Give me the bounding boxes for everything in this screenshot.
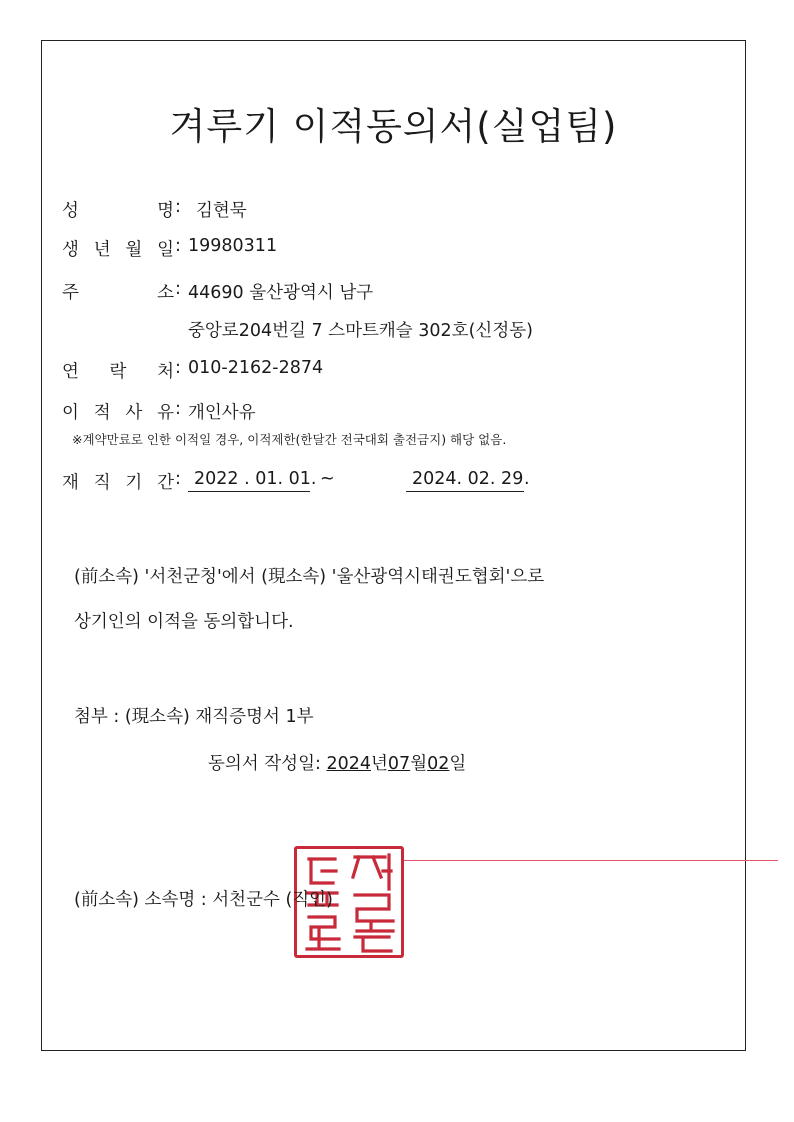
document-title: 겨루기 이적동의서(실업팀) — [169, 105, 618, 148]
colon: : — [175, 197, 181, 217]
colon: : — [175, 469, 181, 489]
field-reason-label: 이 적 사 유 — [62, 403, 174, 423]
colon: : — [175, 358, 181, 378]
field-reason-value: 개인사유 — [188, 403, 256, 423]
period-end-dot: . — [524, 469, 530, 489]
date-month: 07 — [387, 754, 411, 774]
date-year-unit: 년 — [371, 754, 388, 774]
date-day: 02 — [427, 754, 450, 774]
period-start: 2022 . 01. 01. — [194, 469, 317, 489]
field-address-line2: 중앙로204번길 7 스마트캐슬 302호(신정동) — [188, 321, 533, 341]
date-month-unit: 월 — [410, 754, 428, 774]
field-period-label: 재 직 기 간 — [62, 473, 174, 493]
date-prefix: 동의서 작성일: — [208, 754, 327, 774]
seal-stray-line — [404, 860, 778, 861]
field-name-value: 김현묵 — [196, 201, 247, 221]
signature-line: (前소속) 소속명 : 서천군수 (직인) — [74, 890, 333, 910]
field-contact-label: 연 락 처 — [62, 362, 174, 382]
date-year: 2024 — [326, 754, 371, 774]
field-address-label: 주 소 — [62, 283, 174, 303]
field-name-label: 성 명 — [62, 201, 174, 221]
date-day-unit: 일 — [449, 754, 467, 774]
transfer-sentence: (前소속) '서천군청'에서 (現소속) '울산광역시태권도협회'으로 — [74, 567, 545, 587]
period-start-underline — [188, 491, 310, 492]
field-birthdate-label: 생 년 월 일 — [62, 240, 174, 260]
field-contact-value: 010-2162-2874 — [188, 358, 324, 378]
colon: : — [175, 399, 181, 419]
period-end-underline — [406, 491, 524, 492]
agreement-date-line — [208, 750, 466, 775]
colon: : — [175, 279, 181, 299]
transfer-restriction-note: ※계약만료로 인한 이적일 경우, 이적제한(한달간 전국대회 출전금지) 해당 없음. — [72, 432, 507, 447]
field-birthdate-value: 19980311 — [188, 236, 278, 256]
attachment-line: 첨부 : (現소속) 재직증명서 1부 — [74, 707, 314, 727]
agreement-sentence: 상기인의 이적을 동의합니다. — [74, 612, 294, 632]
period-tilde: ~ — [320, 469, 335, 489]
field-address-value: 44690 울산광역시 남구 — [188, 283, 374, 303]
colon: : — [175, 236, 181, 256]
period-end: 2024. 02. 29 — [412, 469, 524, 489]
